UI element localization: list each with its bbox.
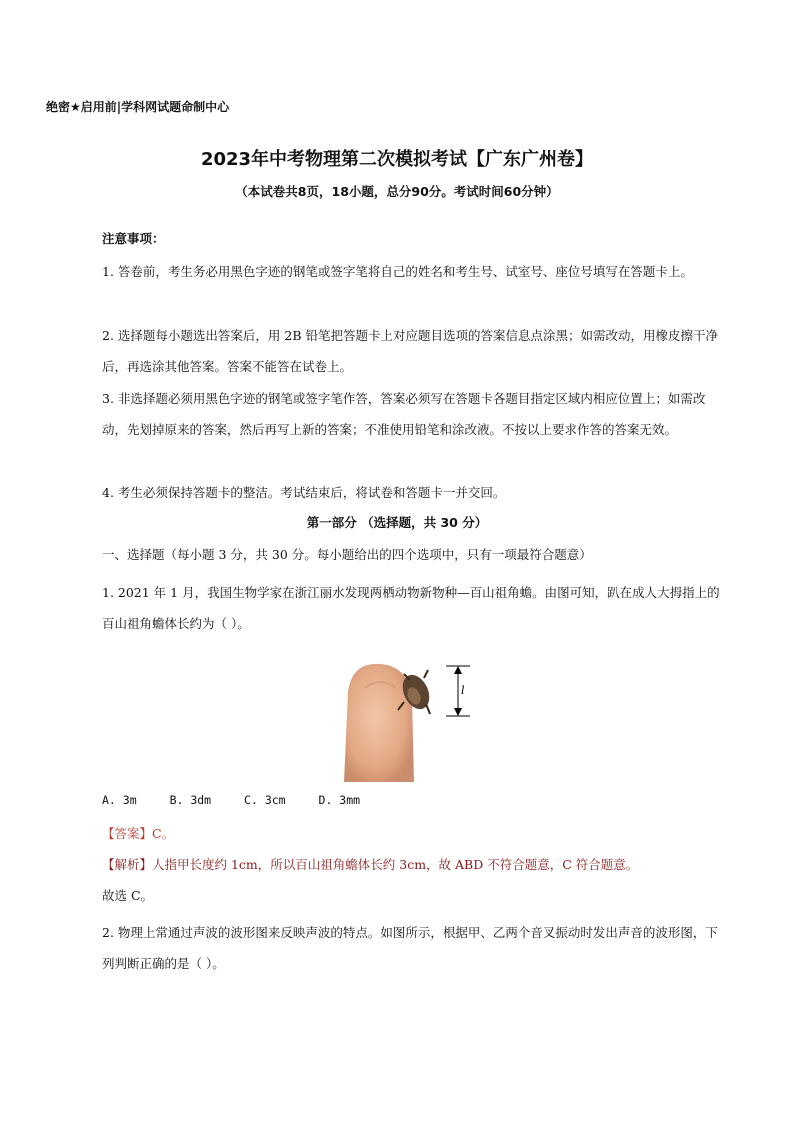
option-a: A. 3m	[102, 793, 137, 807]
notice-item-2: 2. 选择题每小题选出答案后，用 2B 铅笔把答题卡上对应题目选项的答案信息点涂黑；如需改动，用橡皮擦干净后，再选涂其他答案。答案不能答在试卷上。	[102, 328, 718, 374]
notice-item-4: 4. 考生必须保持答题卡的整洁。考试结束后，将试卷和答题卡一并交回。	[102, 485, 506, 500]
thumb-frog-figure	[330, 652, 490, 782]
question-1-text: 1. 2021 年 1 月，我国生物学家在浙江丽水发现两栖动物新物种—百山祖角蟾。由图可知，趴在成人大拇指上的百山祖角蟾体长约为（ ）。	[102, 585, 720, 631]
notice-item-3: 3. 非选择题必须用黑色字迹的钢笔或签字笔作答，答案必须写在答题卡各题目指定区域内相应位置上；如需改动，先划掉原来的答案，然后再写上新的答案；不准使用铅笔和涂改液。不按以上要求作答的答案无效。	[102, 391, 706, 437]
question-1-options	[102, 793, 386, 807]
exam-subtitle: （本试卷共8页，18小题，总分90分。考试时间60分钟）	[235, 184, 559, 199]
answer-line: 【答案】C。	[102, 826, 175, 841]
analysis-line: 【解析】人指甲长度约 1cm，所以百山祖角蟾体长约 3cm，故 ABD 不符合题意，C 符合题意。	[102, 857, 639, 872]
option-d: D. 3mm	[318, 793, 361, 807]
option-c: C. 3cm	[244, 793, 286, 807]
notice-heading: 注意事项：	[102, 231, 165, 246]
option-b: B. 3dm	[169, 793, 212, 807]
exam-title: 2023年中考物理第二次模拟考试【广东广州卷】	[200, 149, 594, 170]
notice-item-1: 1. 答卷前，考生务必用黑色字迹的钢笔或签字笔将自己的姓名和考生号、试室号、座位号填写在答题卡上。	[102, 264, 693, 279]
length-label: l	[461, 684, 465, 697]
question-type-line: 一、选择题（每小题 3 分，共 30 分。每小题给出的四个选项中，只有一项最符合题意）	[102, 547, 592, 562]
question-2-text: 2. 物理上常通过声波的波形图来反映声波的特点。如图所示，根据甲、乙两个音叉振动时发出声音的波形图，下列判断正确的是（ ）。	[102, 925, 718, 971]
section-title: 第一部分 （选择题，共 30 分）	[306, 515, 488, 530]
confidential-label: 绝密★启用前|学科网试题命制中心	[46, 100, 230, 114]
conclusion-line: 故选 C。	[102, 888, 154, 903]
